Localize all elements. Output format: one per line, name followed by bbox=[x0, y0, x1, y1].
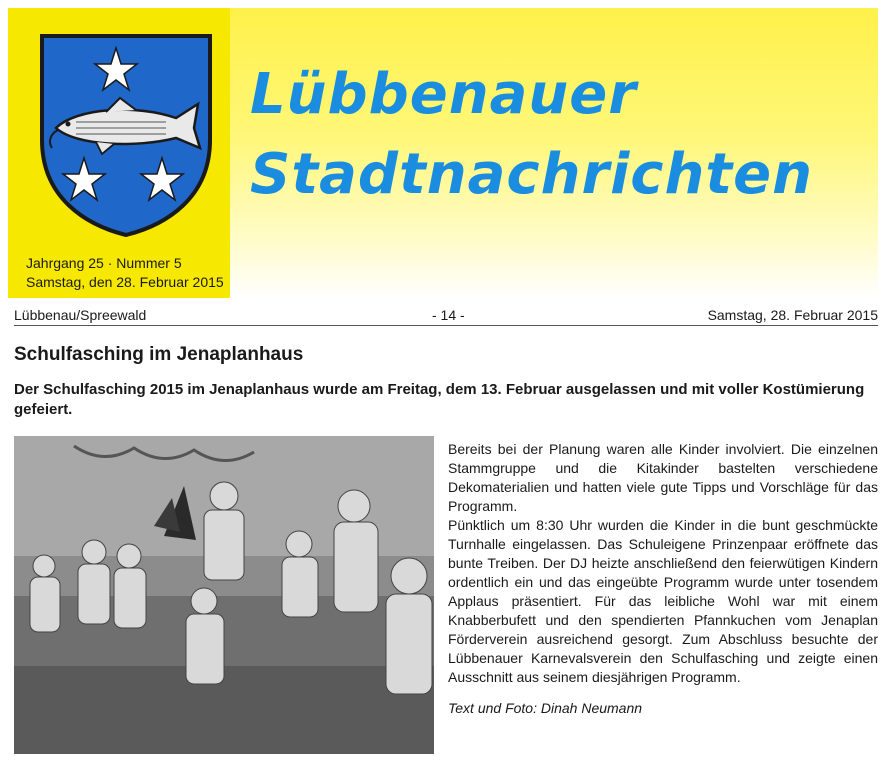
issue-number: Jahrgang 25 · Nummer 5 bbox=[26, 255, 182, 271]
coat-of-arms-logo bbox=[36, 30, 216, 240]
header-page-number: - 14 - bbox=[432, 307, 465, 323]
page-header-bar bbox=[14, 307, 878, 326]
title-line-2: Stadtnachrichten bbox=[250, 142, 813, 207]
crest-panel bbox=[8, 8, 230, 298]
article-paragraph-2: Pünktlich um 8:30 Uhr wurden die Kinder in die bunt geschmückte Turnhalle eingelassen. Das Schuleigene Prinzenpaar eröffnete das bunte Treiben. Der DJ heizte anschließend den feierwütigen Kindern ordentlich ein und das eingeübte Programm wurde unter tosendem Applaus präsentiert. Für das leibliche Wohl war mit einem Knabberbufett und den spendierten Pfannkuchen vom Jenaplan Förderverein ausreichend gesorgt. Zum Abschluss besuchte der Lübbenauer Karnevalsverein den Schulfasching und zeigte einen Ausschnitt aus seinem diesjährigen Programm. bbox=[448, 517, 878, 685]
photo-credit: Text und Foto: Dinah Neumann bbox=[448, 700, 643, 716]
issue-date: Samstag, den 28. Februar 2015 bbox=[26, 274, 224, 290]
article-paragraph-1: Bereits bei der Planung waren alle Kinder involviert. Die einzelnen Stammgruppe und die Kitakinder bastelten verschiedene Dekomaterialien und hatten viele gute Tipps und Vorschläge für das Programm. bbox=[448, 441, 878, 514]
header-location: Lübbenau/Spreewald bbox=[14, 307, 147, 323]
article-headline: Schulfasching im Jenaplanhaus bbox=[14, 344, 304, 365]
newspaper-title bbox=[250, 55, 875, 215]
header-date: Samstag, 28. Februar 2015 bbox=[707, 307, 878, 323]
title-line-1: Lübbenauer bbox=[250, 62, 637, 127]
photo-children-in-costumes-icon bbox=[14, 436, 434, 754]
article-photo bbox=[14, 436, 434, 754]
article-body bbox=[448, 440, 878, 687]
article-lead: Der Schulfasching 2015 im Jenaplanhaus wurde am Freitag, dem 13. Februar ausgelassen und mit voller Kostümierung gefeiert. bbox=[14, 381, 865, 418]
